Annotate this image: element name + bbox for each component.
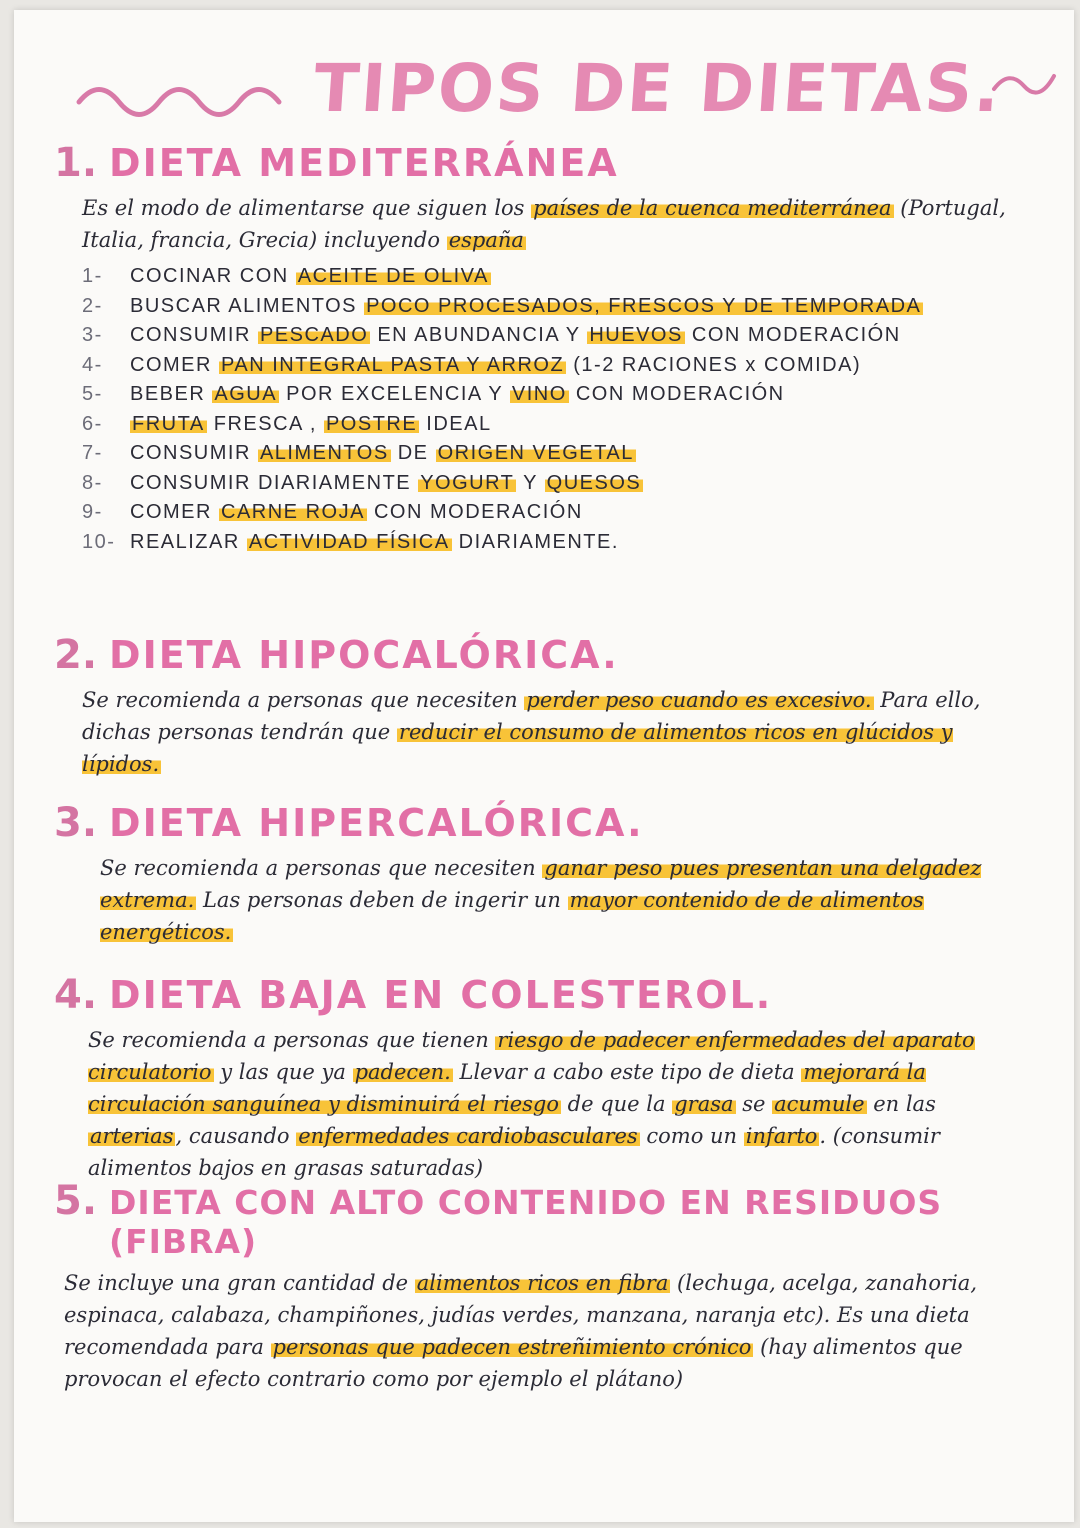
highlight: POSTRE [325,412,418,435]
section-paragraph [100,852,1020,948]
section-heading [54,972,1054,1018]
text: COCINAR CON [130,265,289,287]
section-alto-residuos [54,1178,1064,1395]
text: (Portugal, Italia, francia, Grecia) incluyendo [82,196,1006,252]
list-item [82,410,1054,440]
item-number: 2- [82,294,103,317]
wave-decoration-right-icon [989,64,1059,104]
highlight: POCO PROCESADOS, FRESCOS Y DE TEMPORADA [366,294,922,317]
section-number: 2. [54,632,98,678]
text: Se recomienda a personas que necesiten [100,856,536,880]
text: BEBER [130,383,206,405]
list-item [82,439,1054,469]
highlight: perder peso cuando es excesivo. [526,688,872,712]
section-hipercalorica [54,800,1054,948]
section-number: 1. [54,140,98,186]
item-number: 10- [82,530,116,553]
text: Las personas deben de ingerir un [202,888,561,912]
text: (lechuga, acelga, zanahoria, espinaca, calabaza, champiñones, judías verdes, manzana, naranja etc). [64,1271,977,1327]
text: Se incluye una gran cantidad de [64,1271,409,1295]
highlight: países de la cuenca mediterránea [533,196,892,220]
text: IDEAL [426,412,492,435]
item-number: 3- [82,324,103,346]
text: de que la [567,1092,666,1116]
text: CONSUMIR DIARIAMENTE [130,471,412,494]
highlight: riesgo de padecer enfermedades del aparato circulatorio [88,1028,975,1084]
section-heading [54,140,1054,186]
text: Es el modo de alimentarse que siguen los [82,196,525,220]
highlight: mejorará la circulación sanguínea y disminuirá el riesgo [88,1060,926,1116]
highlight: PESCADO [259,324,369,346]
highlight: enfermedades cardiobasculares [298,1124,638,1148]
section-heading [54,800,1054,846]
text: COMER [130,501,212,523]
highlight: arterias [90,1124,174,1148]
item-number: 6- [82,412,103,435]
text: Y [523,471,538,494]
text: Para ello, dichas personas tendrán que [82,688,981,744]
text: (1-2 RACIONES x COMIDA) [573,353,862,376]
list-item [82,498,1054,528]
section-heading [54,632,1054,678]
section-heading [54,1178,1064,1261]
section-hipocalorica [54,632,1054,780]
section-title: DIETA HIPERCALÓRICA. [109,801,644,845]
item-number: 5- [82,383,103,405]
text: . (consumir alimentos bajos en grasas saturadas) [88,1124,940,1180]
text: se [742,1092,766,1116]
highlight: ACEITE DE OLIVA [297,265,489,287]
text: en las [873,1092,936,1116]
page-title: TIPOS DE DIETAS. [311,50,1005,127]
highlight: ORIGEN VEGETAL [437,442,634,464]
section-number: 4. [54,972,98,1018]
list-item [82,321,1054,351]
highlight: VINO [511,383,567,405]
highlight: españa [448,228,524,252]
highlight: PAN INTEGRAL PASTA Y ARROZ [221,353,565,376]
text: Es una dieta recomendada para [64,1303,970,1359]
notebook-page [14,10,1074,1522]
section-paragraph [82,192,1022,256]
text: Llevar a cabo este tipo de dieta [459,1060,795,1084]
text: DIARIAMENTE. [458,530,619,553]
item-number: 4- [82,353,103,376]
highlight: acumule [774,1092,865,1116]
section-paragraph [88,1024,1028,1184]
list-item [82,262,1054,292]
highlight: HUEVOS [589,324,683,346]
text: POR EXCELENCIA Y [286,383,503,405]
highlight: alimentos ricos en fibra [416,1271,669,1295]
section-paragraph [82,684,1022,780]
section-title: DIETA MEDITERRÁNEA [109,141,619,185]
text: CON MODERACIÓN [691,324,901,346]
text: CON MODERACIÓN [575,383,785,405]
highlight: ACTIVIDAD FÍSICA [248,530,450,553]
text: (hay alimentos que provocan el efecto contrario como por ejemplo el plátano) [64,1335,963,1391]
text: Se recomienda a personas que tienen [88,1028,489,1052]
text: y las que ya [220,1060,346,1084]
text: CON MODERACIÓN [373,501,583,523]
section-number: 3. [54,800,98,846]
highlight: YOGURT [420,471,515,494]
text: , causando [175,1124,290,1148]
text: CONSUMIR [130,442,251,464]
item-number: 7- [82,442,103,464]
highlight: ALIMENTOS [259,442,389,464]
list-item [82,380,1054,410]
section-number: 5. [54,1178,98,1224]
highlight: CARNE ROJA [221,501,365,523]
text: como un [646,1124,738,1148]
text: BUSCAR ALIMENTOS [130,294,358,317]
text: Se recomienda a personas que necesiten [82,688,518,712]
item-number: 8- [82,471,103,494]
highlight: infarto [745,1124,818,1148]
text: CONSUMIR [130,324,251,346]
wave-decoration-left-icon [74,72,304,122]
section-title: DIETA CON ALTO CONTENIDO EN RESIDUOS (FIBRA) [109,1183,943,1261]
highlight: QUESOS [546,471,642,494]
text: COMER [130,353,212,376]
highlight: FRUTA [132,412,205,435]
highlight: ganar peso pues presentan una delgadez extrema. [100,856,982,912]
list-item [82,469,1054,499]
highlight: grasa [674,1092,734,1116]
highlight: AGUA [214,383,278,405]
list-item [82,528,1054,558]
section-title: DIETA BAJA EN COLESTEROL. [109,973,773,1017]
title-row [74,50,1074,140]
highlight: reducir el consumo de alimentos ricos en glúcidos y lípidos. [82,720,953,776]
text: EN ABUNDANCIA Y [377,324,581,346]
highlight: mayor contenido de de alimentos energéticos. [100,888,924,944]
mediterranean-list [82,262,1054,557]
section-mediterranea [54,140,1054,557]
text: REALIZAR [130,530,240,553]
item-number: 1- [82,265,103,287]
highlight: padecen. [354,1060,451,1084]
list-item [82,351,1054,381]
text: DE [397,442,429,464]
highlight: personas que padecen estreñimiento crónico [272,1335,752,1359]
section-paragraph [64,1267,1044,1395]
item-number: 9- [82,501,103,523]
list-item [82,292,1054,322]
section-baja-colesterol [54,972,1054,1184]
section-title: DIETA HIPOCALÓRICA. [109,633,619,677]
text: FRESCA , [213,412,317,435]
